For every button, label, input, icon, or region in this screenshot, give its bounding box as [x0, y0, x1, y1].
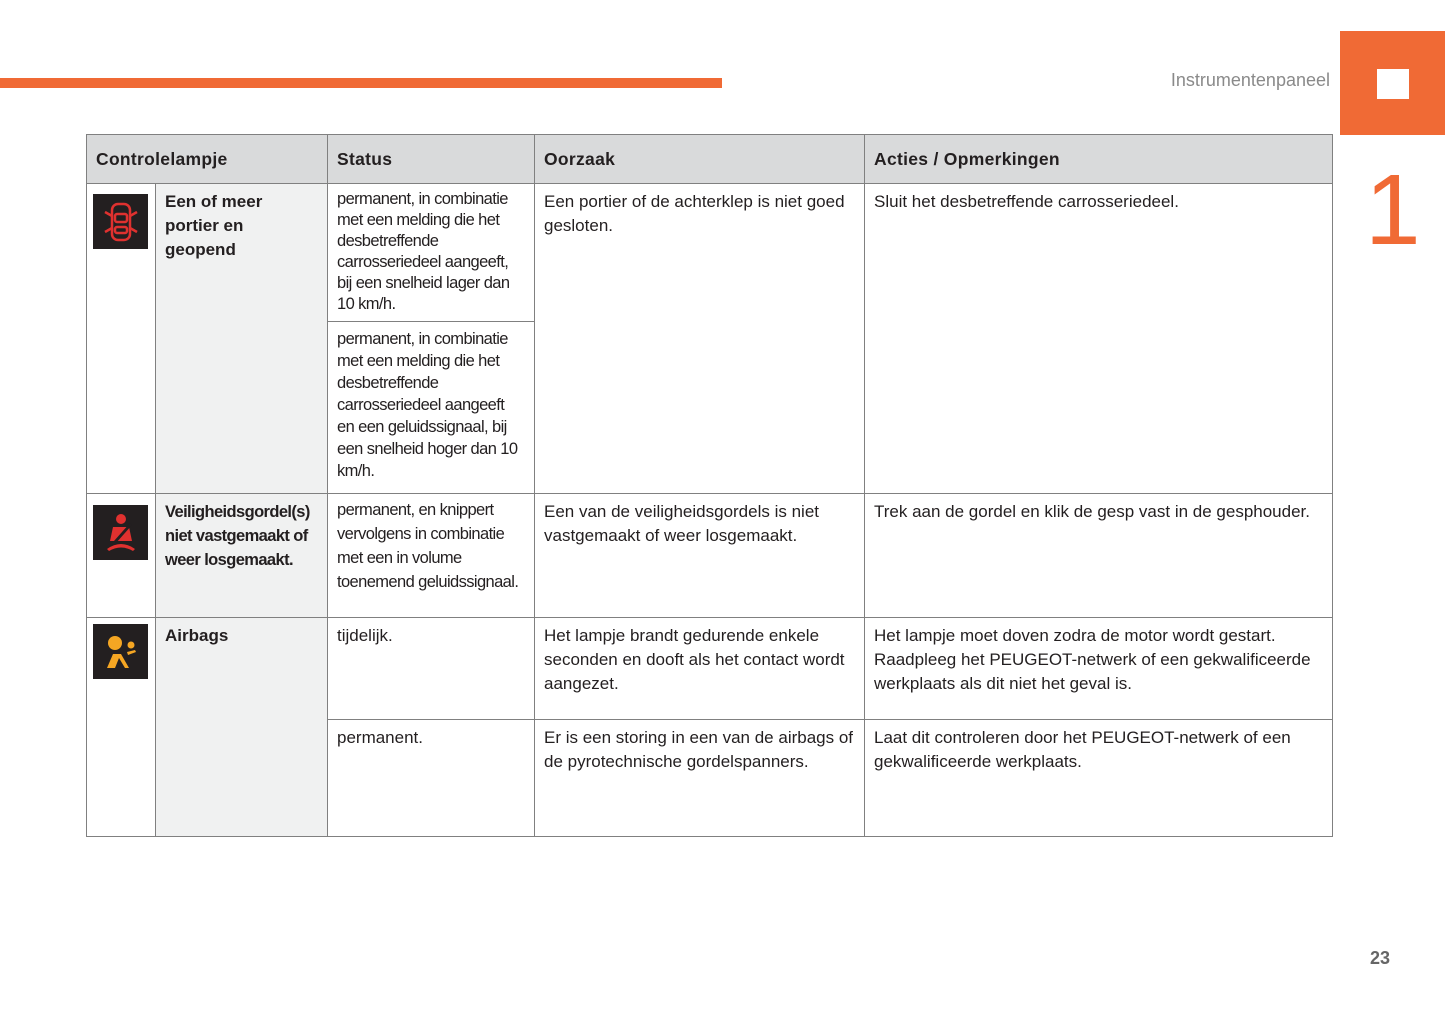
- status-text: tijdelijk.: [327, 617, 535, 720]
- lamp-name: Veiligheidsgordel(s) niet vastgemaakt of weer losgemaakt.: [155, 493, 328, 618]
- cause-text: Een van de veiligheidsgordels is niet vastgemaakt of weer losgemaakt.: [534, 493, 865, 618]
- cause-text: Een portier of de achterklep is niet goed gesloten.: [534, 183, 865, 494]
- action-text: Sluit het desbetreffende carrosseriedeel.: [864, 183, 1333, 494]
- status-text: permanent, in combinatie met een melding die het desbetreffende carrosseriedeel aangeeft en een geluidssignaal, bij een snelheid hoger dan 10 km/h.: [327, 321, 535, 494]
- icon-cell: [86, 617, 156, 837]
- action-text: Laat dit controleren door het PEUGEOT-netwerk of een gekwalificeerde werkplaats.: [864, 719, 1333, 837]
- icon-cell: [86, 493, 156, 618]
- header-oorzaak: Oorzaak: [534, 134, 865, 184]
- status-text: permanent, en knippert vervolgens in combinatie met een in volume toenemend geluidssignaal.: [327, 493, 535, 618]
- square-icon: [1377, 69, 1409, 99]
- section-title: Instrumentenpaneel: [1170, 70, 1330, 90]
- airbag-icon: [93, 624, 148, 679]
- chapter-tab: [1340, 31, 1445, 135]
- lamp-name: Airbags: [155, 617, 328, 837]
- icon-cell: [86, 183, 156, 494]
- header-acties: Acties / Opmerkingen: [864, 134, 1333, 184]
- action-text: Trek aan de gordel en klik de gesp vast in de gesphouder.: [864, 493, 1333, 618]
- status-text: permanent.: [327, 719, 535, 837]
- seatbelt-icon: [93, 505, 148, 560]
- orange-header-bar: [0, 78, 722, 88]
- action-text: Het lampje moet doven zodra de motor wordt gestart. Raadpleeg het PEUGEOT-netwerk of een gekwalificeerde werkplaats als dit niet het geval is.: [864, 617, 1333, 720]
- cause-text: Er is een storing in een van de airbags of de pyrotechnische gordelspanners.: [534, 719, 865, 837]
- chapter-number: 1: [1365, 154, 1421, 266]
- cause-text: Het lampje brandt gedurende enkele seconden en dooft als het contact wordt aangezet.: [534, 617, 865, 720]
- door-open-icon: [93, 194, 148, 249]
- status-text: permanent, in combinatie met een melding die het desbetreffende carrosseriedeel aangeeft, bij een snelheid lager dan 10 km/h.: [327, 183, 535, 322]
- page-number: 23: [1370, 948, 1391, 968]
- header-status: Status: [327, 134, 535, 184]
- lamp-name: Een of meer portier en geopend: [155, 183, 328, 494]
- header-controlelampje: Controlelampje: [86, 134, 328, 184]
